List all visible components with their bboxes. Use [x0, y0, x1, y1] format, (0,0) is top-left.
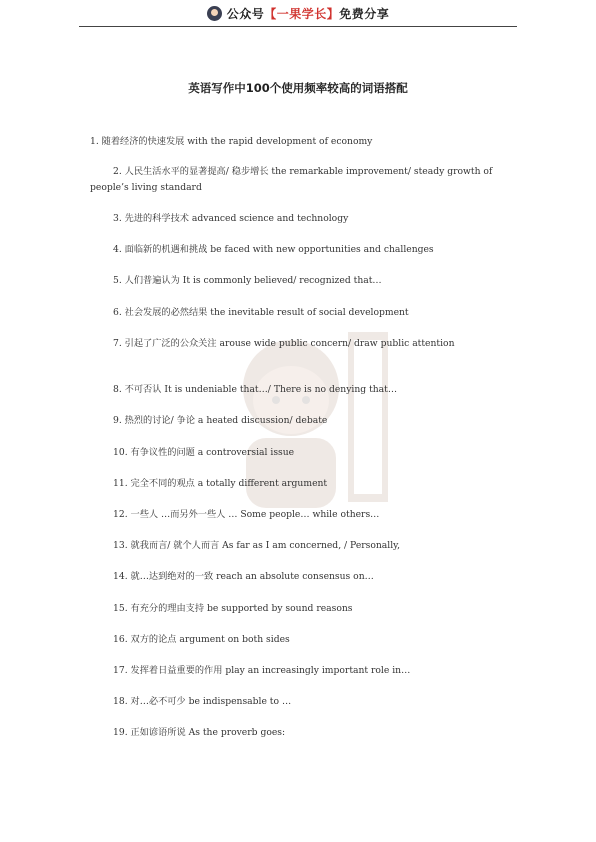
list-item: 2. 人民生活水平的显著提高/ 稳步增长 the remarkable improvement/ steady growth of people’s living standard	[90, 166, 493, 193]
list-item: 15. 有充分的理由支持 be supported by sound reasons	[113, 603, 353, 614]
list-item: 10. 有争议性的问题 a controversial issue	[113, 447, 295, 458]
header-suffix: 免费分享	[339, 7, 390, 21]
list-item: 5. 人们普遍认为 It is commonly believed/ recognized that…	[113, 275, 382, 286]
list-item: 12. 一些人 …而另外一些人 … Some people… while others…	[113, 509, 380, 520]
list-item: 17. 发挥着日益重要的作用 play an increasingly important role in…	[113, 665, 411, 676]
list-item: 18. 对…必不可少 be indispensable to …	[113, 696, 292, 707]
list-item: 14. 就…达到绝对的一致 reach an absolute consensus on…	[113, 571, 374, 582]
header-text	[227, 5, 390, 22]
header-brand	[207, 5, 390, 22]
list-item: 8. 不可否认 It is undeniable that…/ There is no denying that…	[113, 384, 398, 395]
document-title: 英语写作中100个使用频率较高的词语搭配	[188, 81, 408, 95]
list-item: 7. 引起了广泛的公众关注 arouse wide public concern/ draw public attention	[113, 338, 455, 349]
list-item: 1. 随着经济的快速发展 with the rapid development of economy	[90, 136, 373, 147]
list-item: 19. 正如谚语所说 As the proverb goes:	[113, 727, 286, 738]
header-prefix: 公众号	[226, 7, 265, 21]
avatar-logo-icon	[207, 6, 222, 21]
page-header	[0, 0, 596, 27]
header-divider	[79, 26, 517, 27]
list-item: 16. 双方的论点 argument on both sides	[113, 634, 290, 645]
list-item: 13. 就我而言/ 就个人而言 As far as I am concerned, / Personally,	[113, 540, 401, 551]
header-brand-name: 【一果学长】	[264, 7, 340, 21]
list-item: 11. 完全不同的观点 a totally different argument	[113, 478, 328, 489]
list-item: 6. 社会发展的必然结果 the inevitable result of social development	[113, 307, 409, 318]
list-item: 3. 先进的科学技术 advanced science and technology	[113, 213, 349, 224]
list-item: 4. 面临新的机遇和挑战 be faced with new opportunities and challenges	[113, 244, 434, 255]
list-item: 9. 热烈的讨论/ 争论 a heated discussion/ debate	[113, 415, 328, 426]
